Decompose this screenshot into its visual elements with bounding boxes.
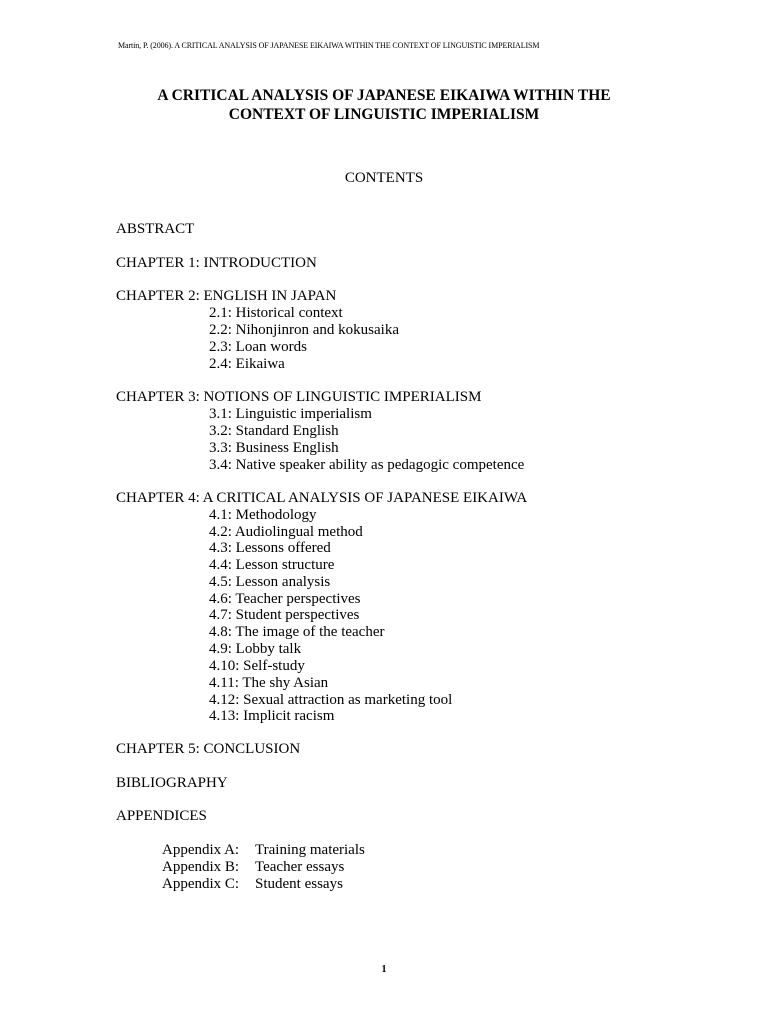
- toc-section-2-3: 2.3: Loan words: [209, 339, 307, 355]
- toc-section-4-8: 4.8: The image of the teacher: [209, 624, 385, 640]
- toc-section-3-4: 3.4: Native speaker ability as pedagogic competence: [209, 457, 525, 473]
- toc-section-4-9: 4.9: Lobby talk: [209, 641, 302, 657]
- toc-section-4-4: 4.4: Lesson structure: [209, 557, 335, 573]
- document-title-line-2: CONTEXT OF LINGUISTIC IMPERIALISM: [228, 106, 540, 123]
- appendix-a-title: Training materials: [255, 842, 365, 858]
- appendix-b-label: Appendix B:: [162, 859, 240, 875]
- document-title: [0, 86, 768, 124]
- toc-section-4-2: 4.2: Audiolingual method: [209, 524, 363, 540]
- contents-heading: CONTENTS: [344, 170, 424, 186]
- toc-section-2-1: 2.1: Historical context: [209, 305, 343, 321]
- toc-section-4-10: 4.10: Self-study: [209, 658, 305, 674]
- toc-chapter-2: CHAPTER 2: ENGLISH IN JAPAN: [116, 288, 337, 304]
- toc-section-4-5: 4.5: Lesson analysis: [209, 574, 331, 590]
- toc-section-4-6: 4.6: Teacher perspectives: [209, 591, 361, 607]
- toc-section-4-12: 4.12: Sexual attraction as marketing tool: [209, 692, 453, 708]
- toc-section-4-11: 4.11: The shy Asian: [209, 675, 329, 691]
- toc-section-4-1: 4.1: Methodology: [209, 507, 317, 523]
- document-title-line-1: A CRITICAL ANALYSIS OF JAPANESE EIKAIWA WITHIN THE: [157, 87, 611, 104]
- toc-section-4-13: 4.13: Implicit racism: [209, 708, 335, 724]
- toc-chapter-4: CHAPTER 4: A CRITICAL ANALYSIS OF JAPANESE EIKAIWA: [116, 490, 528, 506]
- appendix-a-label: Appendix A:: [162, 842, 240, 858]
- page-number: 1: [381, 964, 387, 975]
- toc-appendices: APPENDICES: [116, 808, 207, 824]
- running-header: Martin, P. (2006). A CRITICAL ANALYSIS OF JAPANESE EIKAIWA WITHIN THE CONTEXT OF LINGUISTIC IMPERIALISM: [118, 41, 540, 50]
- toc-section-3-3: 3.3: Business English: [209, 440, 339, 456]
- toc-section-3-2: 3.2: Standard English: [209, 423, 339, 439]
- toc-section-3-1: 3.1: Linguistic imperialism: [209, 406, 372, 422]
- toc-section-4-3: 4.3: Lessons offered: [209, 540, 331, 556]
- appendix-b-title: Teacher essays: [255, 859, 345, 875]
- appendix-c-label: Appendix C:: [162, 876, 240, 892]
- toc-section-4-7: 4.7: Student perspectives: [209, 607, 360, 623]
- toc-bibliography: BIBLIOGRAPHY: [116, 775, 228, 791]
- toc-chapter-3: CHAPTER 3: NOTIONS OF LINGUISTIC IMPERIALISM: [116, 389, 482, 405]
- toc-abstract: ABSTRACT: [116, 221, 195, 237]
- toc-chapter-5: CHAPTER 5: CONCLUSION: [116, 741, 301, 757]
- appendix-c-title: Student essays: [255, 876, 343, 892]
- toc-section-2-2: 2.2: Nihonjinron and kokusaika: [209, 322, 399, 338]
- toc-chapter-1: CHAPTER 1: INTRODUCTION: [116, 255, 317, 271]
- toc-section-2-4: 2.4: Eikaiwa: [209, 356, 285, 372]
